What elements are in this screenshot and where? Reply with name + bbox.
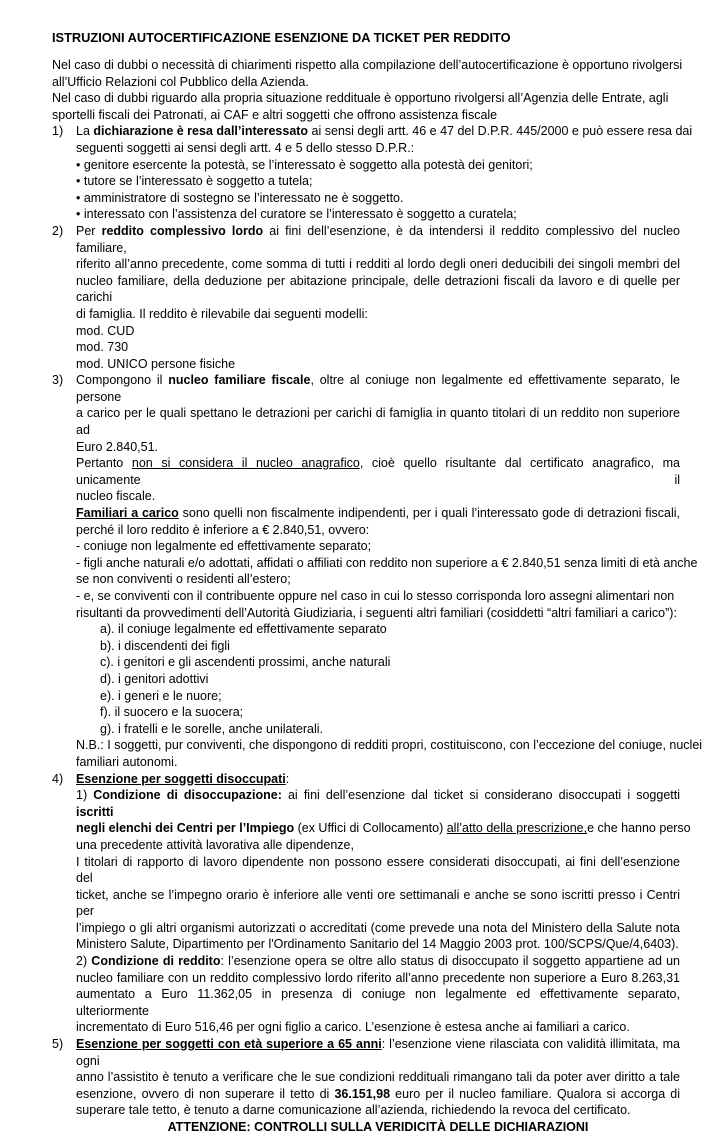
section-line: a carico per le quali spettano le detrazioni per carichi di famiglia in quanto titolari di un reddito non superiore ad bbox=[76, 406, 680, 438]
bullet-item: • interessato con l’assistenza del curatore se l’interessato è soggetto a curatela; bbox=[76, 207, 517, 222]
family-item: a). il coniuge legalmente ed effettivamente separato bbox=[100, 622, 387, 637]
bullet-item: • amministratore di sostegno se l’interessato ne è soggetto. bbox=[76, 190, 404, 205]
section-5 bbox=[52, 1036, 680, 1119]
section-line: incrementato di Euro 516,46 per ogni figlio a carico. L’esenzione è estesa anche ai familiari a carico. bbox=[76, 1020, 630, 1035]
nota-bene: N.B.: I soggetti, pur conviventi, che dispongono di redditi propri, costituiscono, con l’eccezione del coniuge, nuclei bbox=[76, 738, 703, 753]
section-number: 3) bbox=[52, 373, 64, 388]
section-line: 1) Condizione di disoccupazione: ai fini dell’esenzione dal ticket si considerano disoccupati i soggetti iscritti bbox=[76, 788, 680, 819]
section-line: anno l’assistito è tenuto a verificare che le sue condizioni reddituali rimangano tali da poter aver diritto a tale bbox=[76, 1070, 680, 1085]
section-line: Esenzione per soggetti con età superiore a 65 anni: l’esenzione viene rilasciata con validità illimitata, ma ogni bbox=[76, 1037, 680, 1068]
bullet-item: • tutore se l’interessato è soggetto a tutela; bbox=[76, 174, 313, 189]
section-line: aumentato a Euro 11.362,05 in presenza di coniuge non legalmente ed effettivamente separato, ulteriormente bbox=[76, 987, 680, 1018]
section-line: ticket, anche se l’impegno orario è inferiore alle venti ore settimanali e anche se sono iscritti presso i Centri per bbox=[76, 887, 680, 919]
family-item: b). i discendenti dei figli bbox=[100, 638, 230, 653]
family-item: c). i genitori e gli ascendenti prossimi, anche naturali bbox=[100, 655, 391, 670]
section-line: - figli anche naturali e/o adottati, affidati o affiliati con reddito non superiore a € 2.840,51 senza limiti di età anche bbox=[76, 555, 698, 570]
section-3 bbox=[52, 372, 703, 770]
section-line: 2) Condizione di reddito: l’esenzione opera se oltre allo status di disoccupato il soggetto appartiene ad un bbox=[76, 954, 680, 969]
section-line: - coniuge non legalmente ed effettivamente separato; bbox=[76, 539, 372, 554]
section-line: nucleo fiscale. bbox=[76, 489, 156, 504]
section-line: - e, se conviventi con il contribuente oppure nel caso in cui lo stesso corrisponda loro assegni alimentari non bbox=[76, 589, 675, 603]
section-line: seguenti soggetti ai sensi degli artt. 4 e 5 dello stesso D.P.R.: bbox=[76, 140, 415, 155]
intro-line: Nel caso di dubbi riguardo alla propria situazione reddituale è opportuno rivolgersi all’Agenzia delle Entrate, agli bbox=[52, 91, 669, 106]
model-item: mod. CUD bbox=[76, 323, 135, 338]
section-line: risultanti da provvedimenti dell’Autorità Giudiziaria, i seguenti altri familiari (cosiddetti “altri familiari a carico”): bbox=[76, 605, 677, 620]
section-number: 1) bbox=[52, 124, 64, 139]
section-2 bbox=[52, 223, 680, 372]
section-line: Per reddito complessivo lordo ai fini dell’esenzione, è da intendersi il reddito complessivo del nucleo familiare, bbox=[76, 223, 680, 255]
section-heading: Esenzione per soggetti disoccupati: bbox=[76, 771, 290, 786]
section-line: Compongono il nucleo familiare fiscale, oltre al coniuge non legalmente ed effettivamente separato, le persone bbox=[76, 373, 680, 404]
section-line: di famiglia. Il reddito è rilevabile dai seguenti modelli: bbox=[76, 306, 368, 321]
section-line: negli elenchi dei Centri per l’Impiego (ex Uffici di Collocamento) all’atto della prescrizione,e che hanno perso bbox=[76, 821, 691, 836]
family-item: f). il suocero e la suocera; bbox=[100, 705, 244, 720]
intro-line: Nel caso di dubbi o necessità di chiarimenti rispetto alla compilazione dell’autocertificazione è opportuno rivolgersi bbox=[52, 58, 683, 72]
section-line: una precedente attività lavorativa alle dipendenze, bbox=[76, 837, 354, 852]
intro-line: sportelli fiscali dei Patronati, ai CAF e altri soggetti che offrono assistenza fiscale bbox=[52, 107, 498, 122]
model-item: mod. UNICO persone fisiche bbox=[76, 356, 236, 371]
section-line: esenzione, ovvero di non superare il tetto di 36.151,98 euro per il nucleo familiare. Qualora si accorga di bbox=[76, 1086, 680, 1101]
section-line: La dichiarazione è resa dall’interessato ai sensi degli artt. 46 e 47 del D.P.R. 445/2000 e può essere resa dai bbox=[76, 124, 693, 139]
section-line: nucleo familiare con un reddito complessivo lordo riferito all’anno precedente non superiore a Euro 8.263,31 bbox=[76, 970, 680, 985]
section-line: riferito all’anno precedente, come somma di tutti i redditi al lordo degli oneri deducibili dei singoli membri del bbox=[76, 257, 680, 272]
section-line: Familiari a carico sono quelli non fiscalmente indipendenti, per i quali l’interessato gode di detrazioni fiscali, bbox=[76, 506, 680, 521]
section-number: 4) bbox=[52, 771, 64, 786]
bullet-item: • genitore esercente la potestà, se l’interessato è soggetto alla potestà dei genitori; bbox=[76, 157, 533, 172]
section-line: perché il loro reddito è inferiore a € 2.840,51, ovvero: bbox=[76, 522, 370, 537]
section-line: se non conviventi o residenti all’estero; bbox=[76, 572, 291, 587]
section-1 bbox=[52, 123, 693, 223]
intro-section bbox=[52, 57, 683, 123]
family-item: e). i generi e le nuore; bbox=[100, 688, 222, 703]
section-line: Euro 2.840,51. bbox=[76, 439, 159, 454]
final-warning: ATTENZIONE: CONTROLLI SULLA VERIDICITÀ DELLE DICHIARAZIONI bbox=[167, 1120, 589, 1134]
section-line: nucleo familiare, della deduzione per abitazione principale, delle detrazioni fiscali da lavoro e di quelle per carichi bbox=[76, 273, 680, 305]
model-item: mod. 730 bbox=[76, 340, 129, 355]
section-line: I titolari di rapporto di lavoro dipendente non possono essere considerati disoccupati, ai fini dell’esenzione del bbox=[76, 854, 680, 886]
document-title: ISTRUZIONI AUTOCERTIFICAZIONE ESENZIONE DA TICKET PER REDDITO bbox=[52, 30, 511, 45]
section-line: l’impiego o gli altri organismi autorizzati o accreditati (come prevede una nota del Ministero della Salute nota bbox=[76, 920, 680, 935]
section-4 bbox=[52, 771, 691, 1037]
section-number: 5) bbox=[52, 1037, 64, 1052]
section-number: 2) bbox=[52, 223, 64, 238]
family-item: d). i genitori adottivi bbox=[100, 671, 209, 686]
section-line: Pertanto non si considera il nucleo anagrafico, cioè quello risultante dal certificato anagrafico, ma unicamente il bbox=[76, 456, 680, 487]
intro-line: all’Ufficio Relazioni col Pubblico della Azienda. bbox=[52, 74, 309, 89]
family-item: g). i fratelli e le sorelle, anche unilaterali. bbox=[100, 721, 324, 736]
nota-bene: familiari autonomi. bbox=[76, 754, 178, 769]
document-page bbox=[52, 30, 703, 1136]
section-line: superare tale tetto, è tenuto a darne comunicazione all’azienda, richiedendo la revoca del certificato. bbox=[76, 1103, 631, 1118]
section-line: Ministero Salute, Dipartimento per l'Ordinamento Sanitario del 14 Maggio 2003 prot. 100/SCPS/Que/4,6403). bbox=[76, 937, 679, 952]
